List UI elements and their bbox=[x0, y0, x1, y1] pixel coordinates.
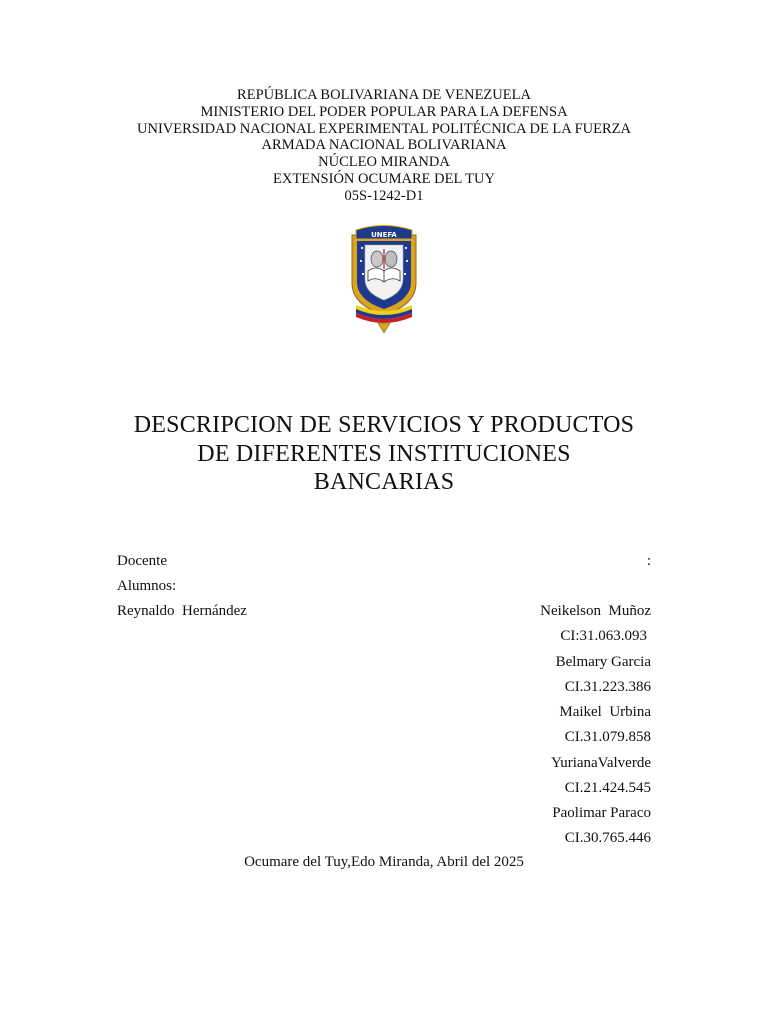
docente-name: Reynaldo Hernández bbox=[117, 603, 247, 619]
docente-colon: : bbox=[646, 553, 651, 569]
place-date: Ocumare del Tuy,Edo Miranda, Abril del 2025 bbox=[244, 854, 524, 870]
header-line-extension: EXTENSIÓN OCUMARE DEL TUY bbox=[273, 170, 495, 187]
unefa-logo bbox=[346, 221, 422, 334]
header-line-armada: ARMADA NACIONAL BOLIVARIANA bbox=[261, 137, 507, 154]
docente-label: Docente bbox=[117, 553, 167, 569]
header-line-nucleo: NÚCLEO MIRANDA bbox=[318, 154, 450, 171]
student-name: Belmary Garcia bbox=[555, 654, 651, 670]
student-name: Neikelson Muñoz bbox=[540, 603, 651, 619]
alumnos-label: Alumnos: bbox=[117, 578, 177, 594]
header-line-university: UNIVERSIDAD NACIONAL EXPERIMENTAL POLITÉCNICA DE LA FUERZA bbox=[137, 120, 631, 137]
document-title bbox=[100, 411, 668, 497]
title-line-2: DE DIFERENTES INSTITUCIONES bbox=[197, 440, 571, 467]
header-line-ministry: MINISTERIO DEL PODER POPULAR PARA LA DEFENSA bbox=[200, 103, 568, 120]
student-id: CI:31.063.093 bbox=[560, 628, 647, 644]
header-line-code: 05S-1242-D1 bbox=[344, 187, 424, 204]
student-id: CI.30.765.446 bbox=[564, 830, 651, 846]
header-line-republic: REPÚBLICA BOLIVARIANA DE VENEZUELA bbox=[237, 87, 531, 103]
student-name: Paolimar Paraco bbox=[552, 805, 651, 821]
title-line-3: BANCARIAS bbox=[313, 469, 455, 495]
student-name: YurianaValverde bbox=[551, 755, 651, 771]
student-id: CI.21.424.545 bbox=[564, 780, 651, 796]
student-id: CI.31.079.858 bbox=[564, 729, 651, 745]
institution-header bbox=[0, 87, 768, 205]
student-name: Maikel Urbina bbox=[559, 704, 651, 720]
title-line-1: DESCRIPCION DE SERVICIOS Y PRODUCTOS bbox=[133, 412, 635, 438]
logo-text: UNEFA bbox=[371, 231, 397, 239]
student-id: CI.31.223.386 bbox=[564, 679, 651, 695]
